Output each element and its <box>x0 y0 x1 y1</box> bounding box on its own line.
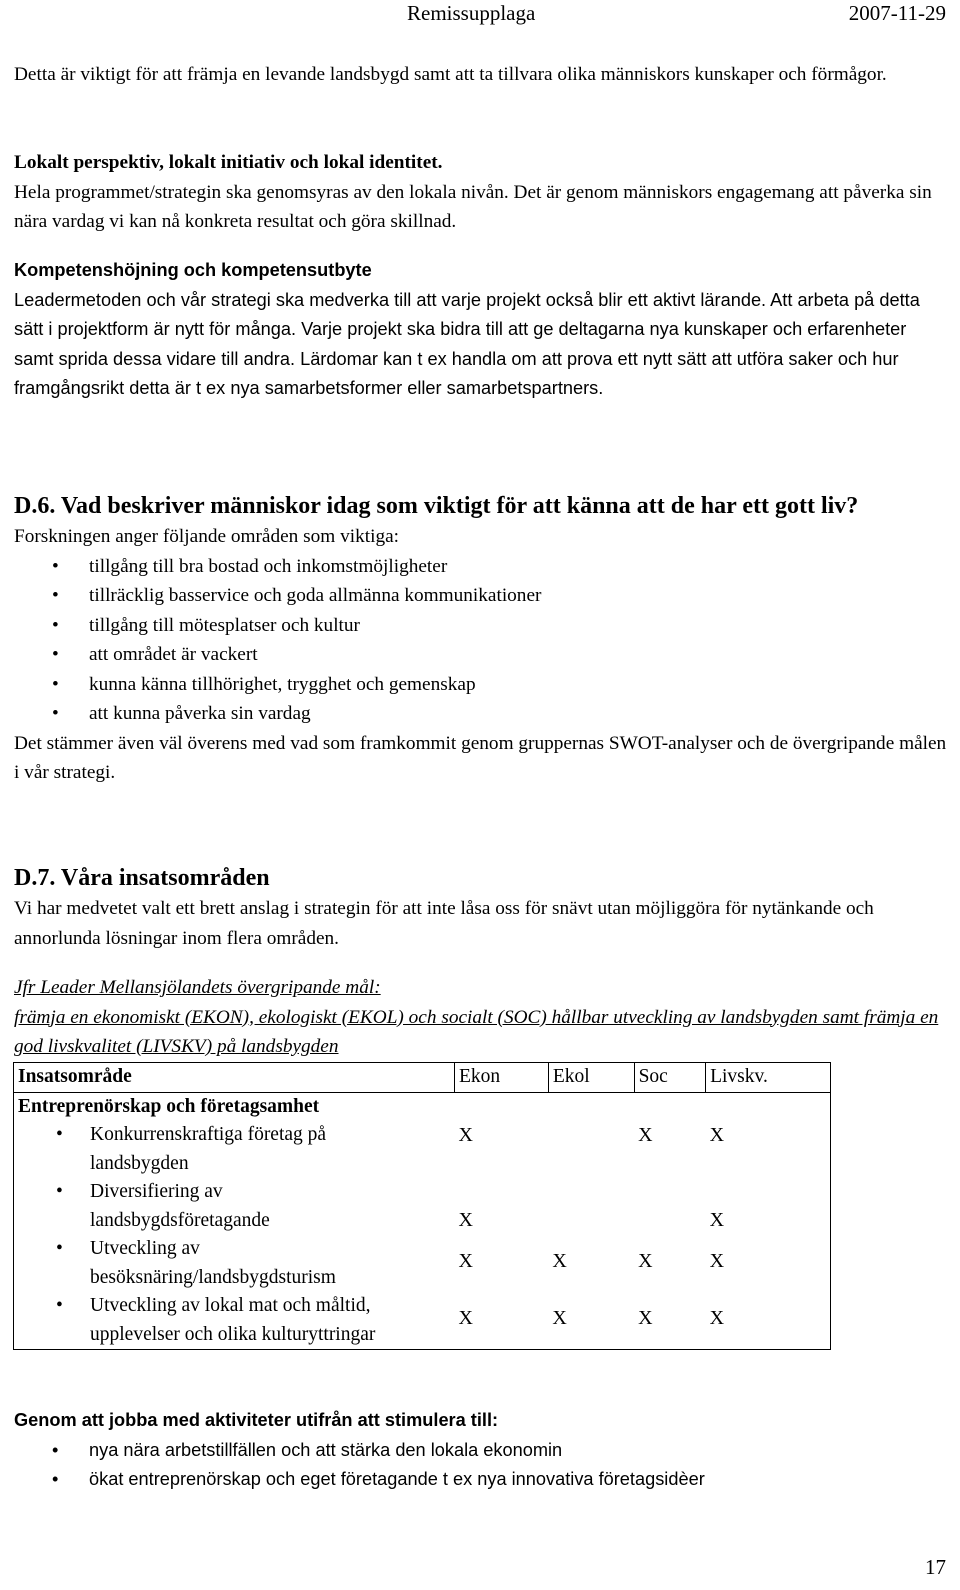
table-header-cell: Insatsområde <box>14 1063 455 1093</box>
table-row <box>14 1121 831 1178</box>
table-header-cell: Livskv. <box>706 1063 831 1093</box>
table-cell-ekon: X <box>455 1292 549 1350</box>
page-number: 17 <box>925 1555 946 1579</box>
table-header-cell: Ekol <box>548 1063 634 1093</box>
section-d6 <box>14 490 949 788</box>
goals-list <box>14 1436 949 1495</box>
paragraph-intro <box>14 60 949 90</box>
table-row <box>14 1178 831 1235</box>
table-cell-soc <box>634 1178 706 1235</box>
list-item: • tillgång till bra bostad och inkomstmöjligheter <box>14 552 949 582</box>
table-cell-soc: X <box>638 1250 653 1272</box>
table-cell-soc: X <box>638 1124 653 1146</box>
section-d6-intro: Forskningen anger följande områden som viktiga: <box>14 526 400 547</box>
table-group-label: Entreprenörskap och företagsamhet <box>14 1092 455 1121</box>
table-header-cell: Soc <box>634 1063 706 1093</box>
table-row-label: • Diversifiering av landsbygdsföretagande <box>18 1178 350 1235</box>
good-life-list <box>14 552 949 729</box>
table-cell-ekon: X <box>458 1250 473 1272</box>
section-goals-title: Genom att jobba med aktiviteter utifrån att stimulera till: <box>14 1410 499 1430</box>
table-cell-soc: X <box>634 1292 706 1350</box>
table-row-label: • Utveckling av besöksnäring/landsbygdsturism <box>18 1235 430 1292</box>
table-cell-ekon: X <box>458 1209 473 1231</box>
section-d7-heading: D.7. Våra insatsområden <box>14 865 270 891</box>
jfr-title: Jfr Leader Mellansjölandets övergripande mål: <box>14 977 381 998</box>
paragraph-intro-text: Detta är viktigt för att främja en levande landsbygd samt att ta tillvara olika människors kunskaper och förmågor. <box>14 64 887 85</box>
list-item: • ökat entreprenörskap och eget företagande t ex nya innovativa företagsidèer <box>14 1465 949 1495</box>
section-local-perspective <box>14 148 949 237</box>
insatsomrade-table <box>13 1062 831 1350</box>
list-item: • nya nära arbetstillfällen och att stärka den lokala ekonomin <box>14 1436 949 1466</box>
section-d7 <box>14 862 949 1062</box>
section-local-perspective-title: Lokalt perspektiv, lokalt initiativ och lokal identitet. <box>14 152 443 173</box>
table-cell-ekol: X <box>548 1292 634 1350</box>
table-cell-livskv: X <box>706 1121 831 1178</box>
table-header-cell: Ekon <box>455 1063 549 1093</box>
table-row-label: • Konkurrenskraftiga företag på landsbygden <box>18 1121 400 1178</box>
list-item: • tillgång till mötesplatser och kultur <box>14 611 949 641</box>
section-competence-title: Kompetenshöjning och kompetensutbyte <box>14 260 372 280</box>
table-row <box>14 1235 831 1292</box>
section-d7-text: Vi har medvetet valt ett brett anslag i strategin för att inte låsa oss för snävt utan möjliggöra för nytänkande och annorlunda lösningar inom flera områden. <box>14 898 874 949</box>
table-cell-ekol <box>548 1178 634 1235</box>
table-header-row <box>14 1063 831 1093</box>
table-cell-livskv: X <box>706 1292 831 1350</box>
jfr-text: främja en ekonomiskt (EKON), ekologiskt (EKOL) och socialt (SOC) hållbar utveckling av landsbygden samt främja en god livskvalitet (LIVSKV) på landsbygden <box>14 1006 939 1057</box>
table-cell-ekon: X <box>458 1124 473 1146</box>
list-item: • kunna känna tillhörighet, trygghet och gemenskap <box>14 670 949 700</box>
section-d6-outro: Det stämmer även väl överens med vad som framkommit genom gruppernas SWOT-analyser och de övergripande målen i vår strategi. <box>14 732 947 783</box>
table-group-row <box>14 1092 831 1121</box>
list-item: • att kunna påverka sin vardag <box>14 699 949 729</box>
table-row-label: • Utveckling av lokal mat och måltid, upplevelser och olika kulturyttringar <box>18 1292 420 1349</box>
section-competence-text: Leadermetoden och vår strategi ska medverka till att varje projekt också blir ett aktivt lärande. Att arbeta på detta sätt i projektform är nytt för många. Varje projekt ska bidra till att ge deltagarna nya kunskaper och erfarenheter samt sprida dessa vidare till andra. Lärdomar kan t ex handla om att prova ett nytt sätt att utföra saker och hur framgångsrikt detta är t ex nya samarbetsformer eller samarbetspartners. <box>14 289 920 398</box>
section-d6-heading: D.6. Vad beskriver människor idag som viktigt för att känna att de har ett gott liv? <box>14 493 859 519</box>
header-title: Remissupplaga <box>407 1 536 25</box>
table-cell-ekol <box>548 1121 634 1178</box>
section-goals <box>14 1406 949 1495</box>
list-item: • tillräcklig basservice och goda allmänna kommunikationer <box>14 581 949 611</box>
section-competence <box>14 256 949 404</box>
table-cell-livskv: X <box>706 1178 831 1235</box>
table-cell-ekol: X <box>552 1250 567 1272</box>
list-item: • att området är vackert <box>14 640 949 670</box>
table-cell-livskv: X <box>706 1235 831 1292</box>
header-date: 2007-11-29 <box>848 1 946 25</box>
section-local-perspective-text: Hela programmet/strategin ska genomsyras av den lokala nivån. Det är genom människors engagemang att påverka sin nära vardag vi kan nå konkreta resultat och göra skillnad. <box>14 181 932 232</box>
table-row <box>14 1292 831 1350</box>
